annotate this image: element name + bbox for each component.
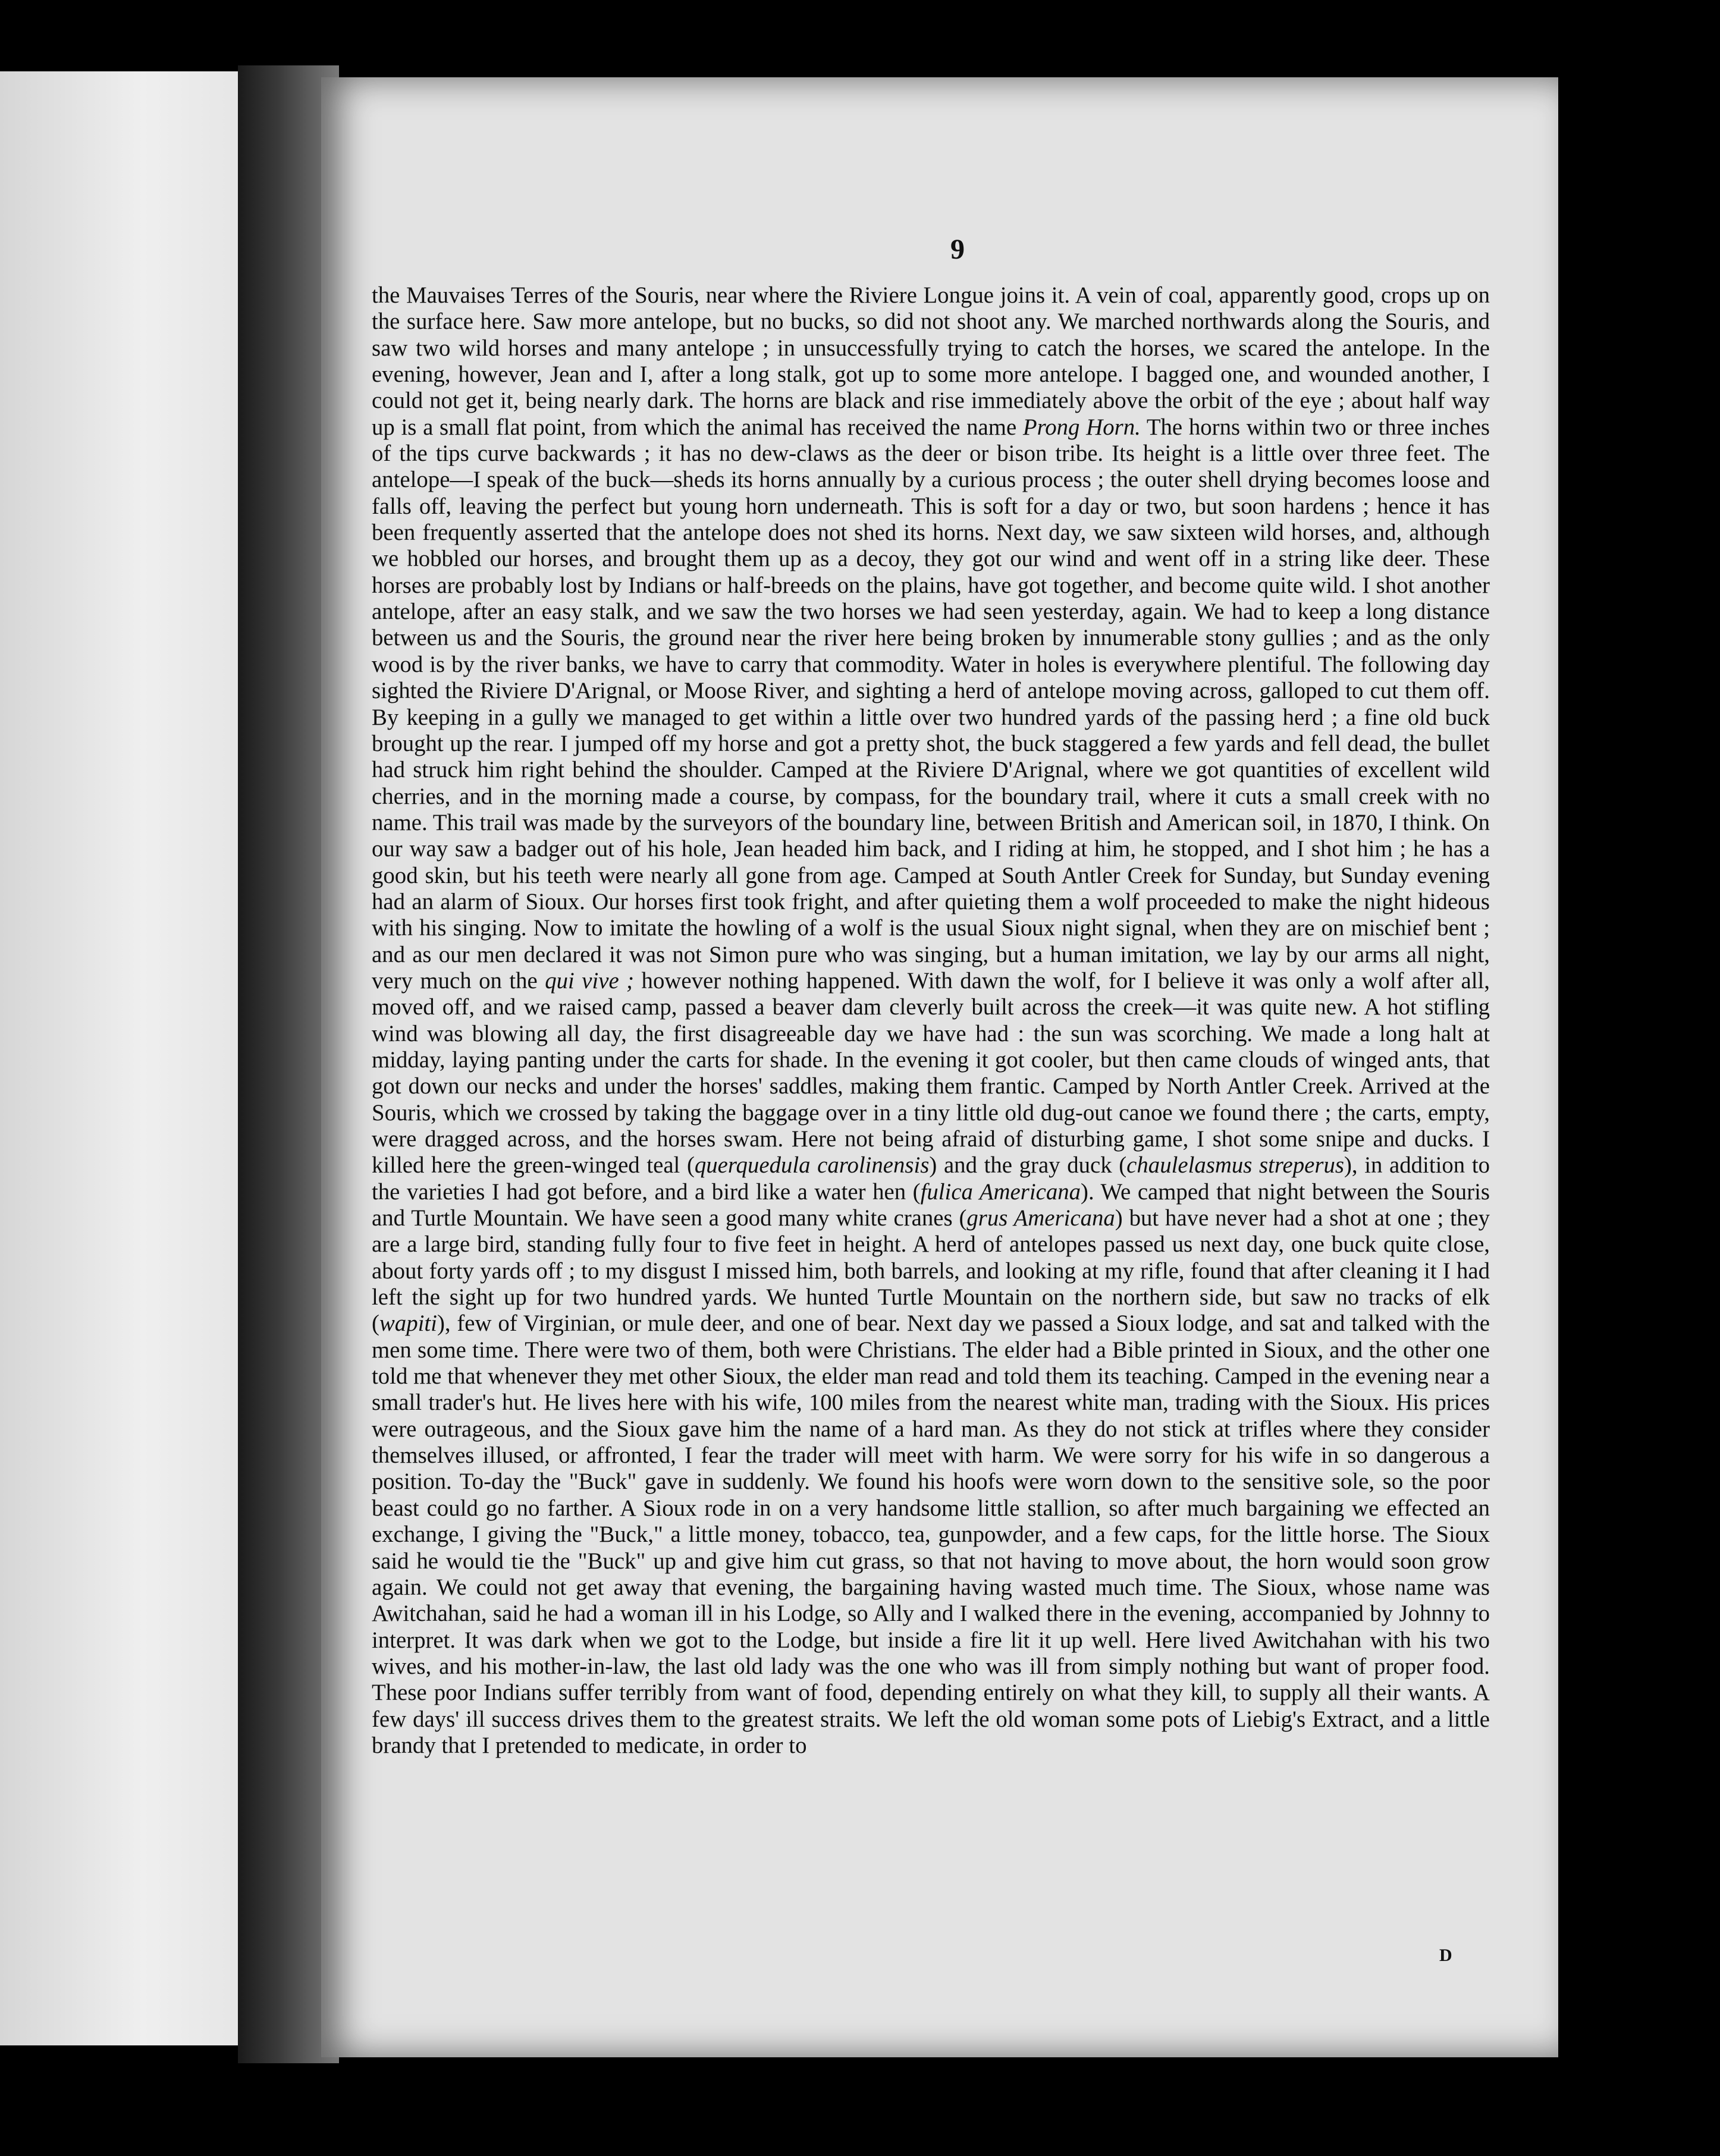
- text-segment: ), in addition to the varieties I had got before, and a bird like a water hen (: [372, 1152, 1490, 1205]
- italic-term-water-hen-latin: fulica Americana: [920, 1178, 1081, 1205]
- italic-term-wapiti: wapiti: [379, 1310, 437, 1337]
- italic-term-crane-latin: grus Americana: [966, 1205, 1115, 1231]
- italic-term-qui-vive: qui vive ;: [545, 967, 635, 994]
- italic-term-teal-latin: querquedula carolinensis: [694, 1152, 930, 1178]
- text-segment: ) but have never had a shot at one ; they are a large bird, standing fully four to five feet in height. A herd of antelopes passed us next day, one buck quite close, about forty yards off ; to my disgust I missed him, both barrels, and looking at my rifle, found that after cleaning it I had left the sight up for two hundred yards. We hunted Turtle Mountain on the northern side, but saw no tracks of elk (: [372, 1205, 1490, 1337]
- italic-term-gray-duck-latin: chaulelasmus streperus: [1126, 1152, 1344, 1178]
- book-page: [321, 77, 1558, 2057]
- text-segment: ), few of Virginian, or mule deer, and one of bear. Next day we passed a Sioux lodge, and sat and talked with the men some time. There were two of them, both were Christians. The elder had a Bible printed in Sioux, and the other one told me that whenever they met other Sioux, the elder man read and told them its teaching. Camped in the evening near a small trader's hut. He lives here with his wife, 100 miles from the nearest white man, trading with the Sioux. His prices were outrageous, and the Sioux gave him the name of a hard man. As they do not stick at trifles where they consider themselves illused, or affronted, I fear the trader will meet with harm. We were sorry for his wife in so dangerous a position. To-day the "Buck" gave in suddenly. We found his hoofs were worn down to the sensitive sole, so the poor beast could go no farther. A Sioux rode in on a very handsome little stallion, so after much bargaining we effected an exchange, I giving the "Buck," a little money, tobacco, tea, gunpowder, and a few caps, for the little horse. The Sioux said he would tie the "Buck" up and give him cut grass, so that not having to move about, the horn would soon grow again. We could not get away that evening, the bargaining having wasted much time. The Sioux, whose name was Awitchahan, said he had a woman ill in his Lodge, so Ally and I walked there in the evening, accompanied by Johnny to interpret. It was dark when we got to the Lodge, but inside a fire lit it up well. Here lived Awitchahan with his two wives, and his mother-in-law, the last old lady was the one who was ill from simply nothing but want of proper food. These poor Indians suffer terribly from want of food, depending entirely on what they kill, to supply all their wants. A few days' ill success drives them to the greatest straits. We left the old woman some pots of Liebig's Extract, and a little brandy that I pretended to medicate, in order to: [372, 1310, 1490, 1758]
- page-number: 9: [950, 234, 965, 265]
- signature-mark: D: [1439, 1946, 1452, 1965]
- body-text: [372, 282, 1490, 1759]
- text-segment: ) and the gray duck (: [929, 1152, 1127, 1178]
- text-segment: however nothing happened. With dawn the wolf, for I believe it was only a wolf after all, moved off, and we raised camp, passed a beaver dam cleverly built across the creek—it was quite new. A hot stifling wind was blowing all day, the first disagreeable day we have had : the sun was scorching. We made a long halt at midday, laying panting under the carts for shade. In the evening it got cooler, but then came clouds of winged ants, that got down our necks and under the horses' saddles, making them frantic. Camped by North Antler Creek. Arrived at the Souris, which we crossed by taking the baggage over in a tiny little old dug-out canoe we found there ; the carts, empty, were dragged across, and the horses swam. Here not being afraid of disturbing game, I shot some snipe and ducks. I killed here the green-winged teal (: [372, 967, 1490, 1178]
- text-segment: The horns within two or three inches of the tips curve backwards ; it has no dew-claws as the deer or bison tribe. Its height is a little over three feet. The antelope—I speak of the buck—sheds its horns annually by a curious process ; the outer shell drying becomes loose and falls off, leaving the perfect but young horn underneath. This is soft for a day or two, but soon hardens ; hence it has been frequently asserted that the antelope does not shed its horns. Next day, we saw sixteen wild horses, and, although we hobbled our horses, and brought them up as a decoy, they got our wind and went off in a string like deer. These horses are probably lost by Indians or half-breeds on the plains, have got together, and become quite wild. I shot another antelope, after an easy stalk, and we saw the two horses we had seen yesterday, again. We had to keep a long distance between us and the Souris, the ground near the river here being broken by innumerable stony gullies ; and as the only wood is by the river banks, we have to carry that commodity. Water in holes is everywhere plentiful. The following day sighted the Riviere D'Arignal, or Moose River, and sighting a herd of antelope moving across, galloped to cut them off. By keeping in a gully we managed to get within a little over two hundred yards of the passing herd ; a fine old buck brought up the rear. I jumped off my horse and got a pretty shot, the buck staggered a few yards and fell dead, the bullet had struck him right behind the shoulder. Camped at the Riviere D'Arignal, where we got quantities of excellent wild cherries, and in the morning made a course, by compass, for the boundary trail, where it cuts a small creek with no name. This trail was made by the surveyors of the boundary line, between British and American soil, in 1870, I think. On our way saw a badger out of his hole, Jean headed him back, and I riding at him, he stopped, and I shot him ; he has a good skin, but his teeth were nearly all gone from age. Camped at South Antler Creek for Sunday, but Sunday evening had an alarm of Sioux. Our horses first took fright, and after quieting them a wolf proceeded to make the night hideous with his singing. Now to imitate the howling of a wolf is the usual Sioux night signal, when they are on mischief bent ; and as our men declared it was not Simon pure who was singing, but a human imitation, we lay by our arms all night, very much on the: [372, 414, 1490, 994]
- text-segment: ). We camped that night between the Souris and Turtle Mountain. We have seen a good many white cranes (: [372, 1178, 1490, 1231]
- italic-term-prong-horn: Prong Horn.: [1022, 414, 1141, 440]
- facing-page: [0, 71, 238, 2045]
- text-segment: the Mauvaises Terres of the Souris, near where the Riviere Longue joins it. A vein of coal, apparently good, crops up on the surface here. Saw more antelope, but no bucks, so did not shoot any. We marched northwards along the Souris, and saw two wild horses and many antelope ; in unsuccessfully trying to catch the horses, we scared the antelope. In the evening, however, Jean and I, after a long stalk, got up to some more antelope. I bagged one, and wounded another, I could not get it, being nearly dark. The horns are black and rise immediately above the orbit of the eye ; about half way up is a small flat point, from which the animal has received the name: [372, 282, 1490, 440]
